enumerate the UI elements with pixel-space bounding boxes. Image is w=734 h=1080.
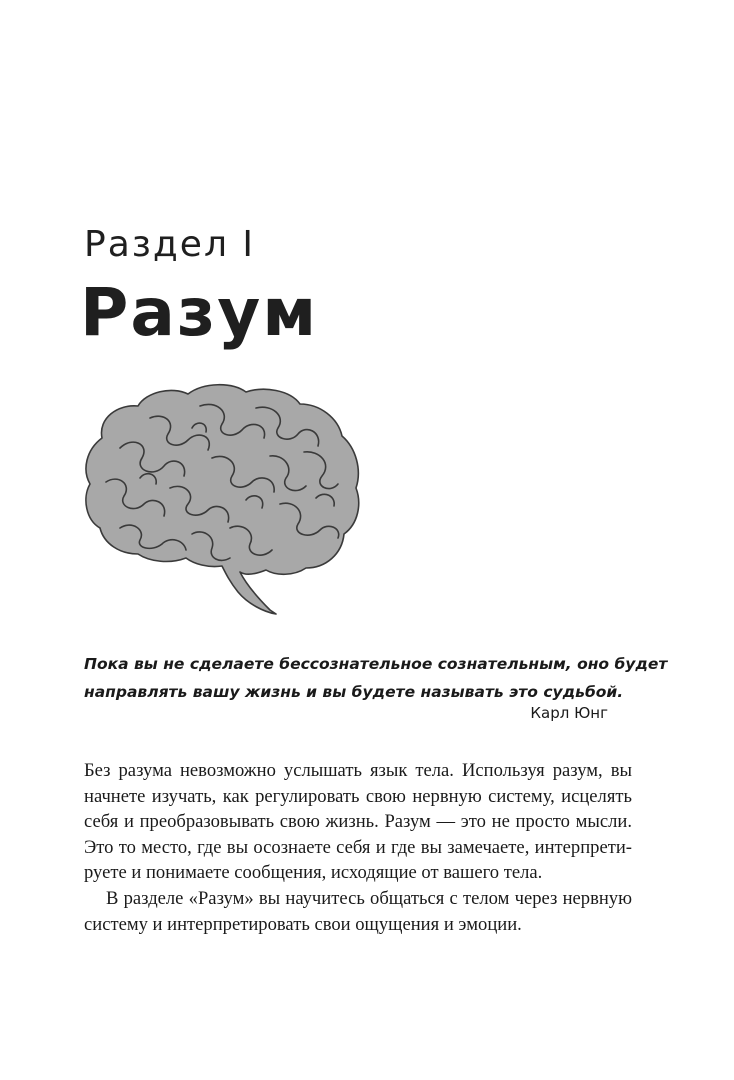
paragraph-line: Это то место, где вы осознаете себя и где вы замечаете, интерпрети- xyxy=(84,836,632,858)
paragraph-line: Без разума невозможно услышать язык тела. Используя разум, вы xyxy=(84,760,632,781)
section-title: Разум xyxy=(80,274,319,351)
brain-illustration xyxy=(80,378,370,618)
paragraph-line: систему и интерпретировать свои ощущения и эмоции. xyxy=(84,913,522,935)
paragraph-line: руете и понимаете сообщения, исходящие от вашего тела. xyxy=(84,862,543,884)
body-text xyxy=(84,758,632,937)
epigraph-author: Карл Юнг xyxy=(530,704,608,722)
paragraph-line: себя и преобразовывать свою жизнь. Разум — это не просто мысли. xyxy=(84,811,632,833)
epigraph-line: направлять вашу жизнь и вы будете называть это судьбой. xyxy=(84,683,624,701)
paragraph-line: В разделе «Разум» вы научитесь общаться с телом через нервную xyxy=(106,887,632,909)
epigraph-line: Пока вы не сделаете бессознательное сознательным, оно будет xyxy=(84,655,668,673)
epigraph-quote xyxy=(84,650,668,706)
section-label: Раздел I xyxy=(84,224,256,265)
brain-silhouette xyxy=(86,385,359,614)
paragraph-line: начнете изучать, как регулировать свою нервную систему, исцелять xyxy=(84,785,632,807)
